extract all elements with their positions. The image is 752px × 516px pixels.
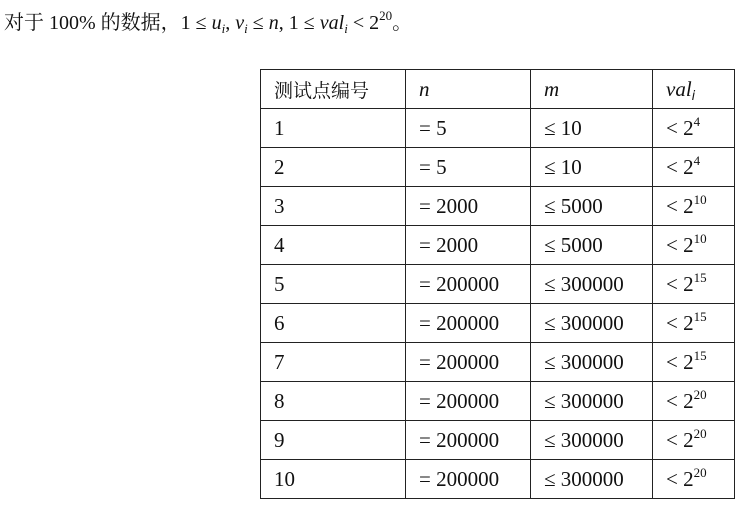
cell-m: ≤ 300000 bbox=[531, 382, 653, 421]
cell-id: 10 bbox=[261, 460, 406, 499]
cell-id: 5 bbox=[261, 265, 406, 304]
math-text: ≤ bbox=[247, 12, 269, 34]
cell-n: = 200000 bbox=[406, 304, 531, 343]
math-var: n bbox=[268, 12, 279, 34]
val-exponent: 4 bbox=[693, 113, 701, 129]
header-id: 测试点编号 bbox=[261, 70, 406, 109]
math-text: , bbox=[225, 12, 236, 34]
header-m-label: m bbox=[544, 76, 560, 101]
math-var: v bbox=[235, 12, 245, 34]
table-row bbox=[261, 382, 735, 421]
val-base: < 2 bbox=[666, 388, 694, 413]
cell-val bbox=[653, 304, 735, 343]
val-base: < 2 bbox=[666, 115, 694, 140]
cell-val bbox=[653, 226, 735, 265]
cell-n: = 200000 bbox=[406, 265, 531, 304]
cell-val bbox=[653, 382, 735, 421]
val-base: < 2 bbox=[666, 427, 694, 452]
cell-id: 8 bbox=[261, 382, 406, 421]
constraint-statement bbox=[4, 6, 412, 35]
val-base: < 2 bbox=[666, 232, 694, 257]
val-exponent: 10 bbox=[693, 191, 707, 207]
cell-id: 9 bbox=[261, 421, 406, 460]
val-exponent: 4 bbox=[693, 152, 701, 168]
header-val-label: val bbox=[666, 76, 692, 101]
header-m bbox=[531, 70, 653, 109]
val-base: < 2 bbox=[666, 271, 694, 296]
table-header-row bbox=[261, 70, 735, 109]
val-base: < 2 bbox=[666, 349, 694, 374]
constraint-prefix: 对于 100% 的数据， bbox=[4, 12, 181, 34]
math-var: u bbox=[211, 12, 222, 34]
cell-val bbox=[653, 265, 735, 304]
table-row bbox=[261, 460, 735, 499]
math-sub: i bbox=[244, 21, 248, 36]
cell-val bbox=[653, 187, 735, 226]
cell-m: ≤ 300000 bbox=[531, 265, 653, 304]
cell-id: 1 bbox=[261, 109, 406, 148]
val-exponent: 15 bbox=[693, 269, 707, 285]
header-n-label: n bbox=[419, 76, 430, 101]
cell-m: ≤ 5000 bbox=[531, 187, 653, 226]
table-row bbox=[261, 421, 735, 460]
val-base: < 2 bbox=[666, 466, 694, 491]
val-exponent: 20 bbox=[693, 464, 707, 480]
math-text: 1 ≤ bbox=[180, 12, 212, 34]
val-exponent: 15 bbox=[693, 347, 707, 363]
math-text: , 1 ≤ bbox=[278, 12, 320, 34]
math-var: val bbox=[319, 12, 345, 34]
cell-n: = 200000 bbox=[406, 343, 531, 382]
cell-n: = 5 bbox=[406, 109, 531, 148]
cell-val bbox=[653, 343, 735, 382]
table-row bbox=[261, 226, 735, 265]
cell-m: ≤ 300000 bbox=[531, 304, 653, 343]
cell-id: 7 bbox=[261, 343, 406, 382]
table-row bbox=[261, 109, 735, 148]
cell-val bbox=[653, 460, 735, 499]
table-row bbox=[261, 343, 735, 382]
math-text: < 2 bbox=[347, 12, 380, 34]
cell-m: ≤ 300000 bbox=[531, 343, 653, 382]
val-exponent: 20 bbox=[693, 386, 707, 402]
header-n bbox=[406, 70, 531, 109]
table-row bbox=[261, 304, 735, 343]
test-point-table bbox=[260, 69, 735, 499]
val-exponent: 15 bbox=[693, 308, 707, 324]
cell-val bbox=[653, 148, 735, 187]
cell-m: ≤ 300000 bbox=[531, 460, 653, 499]
cell-id: 3 bbox=[261, 187, 406, 226]
cell-id: 4 bbox=[261, 226, 406, 265]
header-val-sub: i bbox=[691, 88, 696, 104]
cell-n: = 2000 bbox=[406, 226, 531, 265]
math-exp: 20 bbox=[379, 8, 393, 23]
cell-n: = 200000 bbox=[406, 460, 531, 499]
cell-val bbox=[653, 109, 735, 148]
table-row bbox=[261, 265, 735, 304]
constraint-suffix: 。 bbox=[392, 12, 413, 34]
cell-val bbox=[653, 421, 735, 460]
math-sub: i bbox=[221, 21, 226, 36]
cell-m: ≤ 10 bbox=[531, 109, 653, 148]
val-base: < 2 bbox=[666, 154, 694, 179]
val-exponent: 20 bbox=[693, 425, 707, 441]
cell-n: = 200000 bbox=[406, 382, 531, 421]
table-body bbox=[261, 109, 735, 499]
cell-id: 6 bbox=[261, 304, 406, 343]
val-base: < 2 bbox=[666, 193, 694, 218]
cell-n: = 5 bbox=[406, 148, 531, 187]
cell-m: ≤ 10 bbox=[531, 148, 653, 187]
table-row bbox=[261, 187, 735, 226]
val-exponent: 10 bbox=[693, 230, 707, 246]
cell-n: = 200000 bbox=[406, 421, 531, 460]
val-base: < 2 bbox=[666, 310, 694, 335]
header-val bbox=[653, 70, 735, 109]
table-row bbox=[261, 148, 735, 187]
math-sub: i bbox=[344, 21, 348, 36]
cell-m: ≤ 300000 bbox=[531, 421, 653, 460]
cell-n: = 2000 bbox=[406, 187, 531, 226]
cell-m: ≤ 5000 bbox=[531, 226, 653, 265]
cell-id: 2 bbox=[261, 148, 406, 187]
